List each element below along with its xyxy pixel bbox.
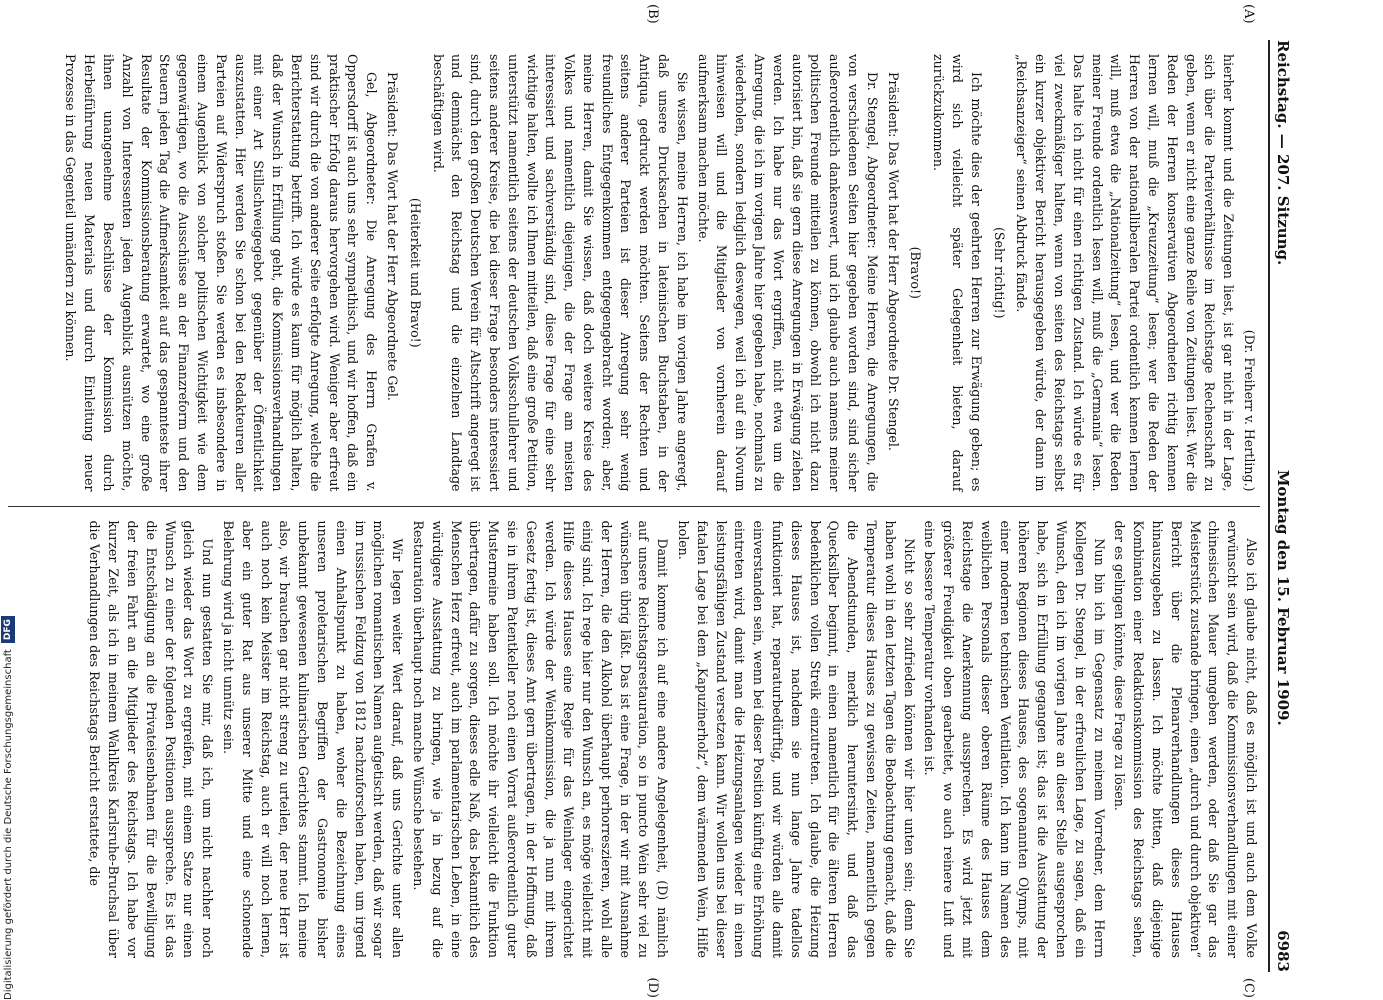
funding-credit <box>0 0 16 1000</box>
paragraph: Sie wissen, meine Herren, ich habe im vorigen Jahre angeregt, daß unsere Drucksachen in lateinischen Buchstaben, in der Antiqua, gedruckt werden möchten. Seitens der Rechten und seitens anderer Parteien ist dieser Anregung sehr wenig freundliches Entgegenkommen entgegengebracht worden; aber, meine Herren, damit Sie wissen, daß doch weitere Kreise des Volkes und namentlich diejenigen, die der Frage am meisten interessiert und sachverständig sind, diese Frage für eine sehr wichtige halten, wollte ich Ihnen mitteilen, daß eine große Petition, unterstützt namentlich seitens der deutschen Volksschullehrer und seitens anderer Kreise, die bei dieser Frage besonders interessiert sind, durch den großen Deutschen Verein für Altschrift angeregt ist und demnächst den Reichstag und die einzelnen Landtage beschäftigen wird. <box>430 54 690 492</box>
margin-marker-a: (A) <box>1241 4 1256 24</box>
interjection: (Heiterkeit und Bravo!) <box>407 197 423 348</box>
text-columns <box>8 40 1260 972</box>
dfg-logo: DFG <box>1 616 15 643</box>
interjection: (Sehr richtig!) <box>991 227 1007 319</box>
credit-text: Digitalisierung gefördert durch die Deutsche Forschungsgemeinschaft <box>2 649 14 1000</box>
paragraph: hierher kommt und die Zeitungen liest, ist gar nicht in der Lage, sich über die Parteiverhältnisse im Reichstage Rechenschaft zu geben, wenn er nicht eine ganze Reihe von Zeitungen liest. Wer die Reden der Herren konservativen Abgeordneten richtig kennen lernen will, muß die „Kreuzzeitung“ lesen; wer die Reden der Herren von der nationalliberalen Partei ordentlich kennen lernen will, muß etwa die „Nationalzeitung“ lesen, und wer die Reden meiner Freunde ordentlich lesen will, muß die „Germania“ lesen. Das halte ich nicht für einen richtigen Zustand. Ich würde es für viel zweckmäßiger halten, wenn von seiten des Reichstags selbst ein kurzer objektiver Bericht herausgegeben würde, der dann im „Reichsanzeiger“ seinen Abdruck fände. <box>1014 54 1237 492</box>
header-left: Reichstag. — 207. Sitzung. <box>1274 40 1292 266</box>
page-header <box>1268 40 1296 972</box>
paragraph: Ich möchte dies der geehrten Herren zur Erwägung geben; es wird sich vielleicht später Gelegenheit bieten, darauf zurückzukommen. <box>931 54 984 492</box>
interjection: (Bravo!) <box>908 246 924 299</box>
right-column <box>8 506 1260 973</box>
paragraph: Nicht so sehr zufrieden können wir hier unten sein; denn Sie haben wohl in den letzten Tagen die Beobachtung gemacht, daß die Temperatur dieses Hauses zu gewissen Zeiten, namentlich gegen die Abendstunden, merklich heruntersinkt, und daß das Quecksilber beginnt, in einen namentlich für die älteren Herren bedenklichen vollen Streik einzutreten. Ich glaube, die Heizung dieses Hauses ist, nachdem sie nun lange Jahre tadellos funktioniert hat, reparaturbedürftig, und wir würden alle damit einverstanden sein, wenn bei dieser Position künftig eine Erhöhung eintreten wird, damit man die Heizungsanlagen wieder in einen leistungsfähigen Zustand versetzen kann. Wir wollen uns bei dieser fatalen Lage bei dem „Kapuzinerholz“, dem wärmenden Wein, Hilfe holen. <box>676 520 917 958</box>
paragraph: Präsident: Das Wort hat der Herr Abgeordnete Gel. <box>384 72 400 401</box>
speaker-note: (Dr. Freiherr v. Hertling.) <box>1242 329 1257 492</box>
margin-marker-b: (B) <box>645 4 660 24</box>
left-column <box>8 40 1260 506</box>
header-date: Montag den 15. Februar 1909. <box>1274 469 1292 726</box>
paragraph: Gel, Abgeordneter: Die Anregung des Herrn Grafen v. Oppersdorff ist auch uns sehr sympathisch, und wir hoffen, daß ein praktischer Erfolg daraus hervorgehen wird. Weniger aber erfreut sind wir durch die von anderer Seite erfolgte Anregung, welche die Berichterstattung betrifft. Ich würde es kaum für möglich halten, daß der Wunsch in Erfüllung geht, die Kommissionsverhandlungen mit einer Art Stillschweigegebot gegenüber der Öffentlichkeit auszustatten. Hier werden Sie schon bei den Redakteuren aller Parteien auf Widerspruch stoßen. Sie werden es insbesondere in einem Augenblick von solcher politischen Wichtigkeit wie dem gegenwärtigen, wo die Ausschüsse an der Finanzreform und den Steuern jeden Tag die Aufmerksamkeit auf das gespannteste ihrer Resultate der Kommissionsberatung erwartet, wo eine große Anzahl von Interessenten jeden Augenblick ausnützen möchte, ihnen unangenehme Beschlüsse der Kommission durch Herbeiführung neuen Materials und durch Einleitung neuer Prozesse in das Gegenteil umändern zu können. <box>63 54 380 492</box>
paragraph: Wir legen weiter Wert darauf, daß uns Gerichte unter allen möglichen romantischen Namen aufgetischt werden, daß wir sogar im russischen Feldzug von 1812 nachzuforschen haben, um irgend einen Anhaltspunkt zu haben, woher die Bezeichnung eines unseren proletarischen Begriffen der Gastronomie bisher unbekannt gewesenen kulinarischen Gerichtes stammt. Ich meine also, wir brauchen gar nicht streng zu urteilen, der neue Herr ist auch noch kein Meister im Reichstag, auch er will noch lernen, aber ein guter Rat aus unserer Mitte und eine schonende Belehrung wird ja nicht unnütz sein. <box>220 520 406 958</box>
paragraph: Nun bin ich im Gegensatz zu meinem Vorredner, dem Herrn Kollegen Dr. Stengel, in der erfreulichen Lage, zu sagen, daß ein Wunsch, den ich im vorigen Jahre an dieser Stelle ausgesprochen habe, sich in Erfüllung gegangen ist; das ist die Ausstattung der höheren Regionen dieses Hauses, des sogenannten Olymps, mit einer modernen technischen Ventilation. Ich kann im Namen des weiblichen Personals dieser oberen Räume des Hauses dem Reichstage die Anerkennung aussprechen. Es wird jetzt mit größerer Freudigkeit oben gearbeitet, wo auch reinere Luft und eine bessere Temperatur vorhanden ist. <box>922 520 1107 958</box>
paragraph: Damit komme ich auf eine andere Angelegenheit, (D) nämlich auf unsere Reichstagsrestauration, so in puncto Wein sehr viel zu wünschen übrig läßt. Das ist eine Frage, in der wir mit Ausnahme der Herren, die den Alkohol überhaupt perhorreszieren, wohl alle einig sind. Ich rege hier nur den Wunsch an, es möge vielleicht mit Hilfe dieses Hauses eine Regie für das Weinlager eingerichtet werden. Ich würde der Weinkommission, die ja nun mit ihrem Gesetz fertig ist, dieses Amt gern übertragen, in der Hoffnung, daß sie in ihrem Patentkeller noch einen Vorrat außerordentlich guter Mustermeine haben soll. Ich möchte ihr vielleicht die Funktion übertragen, dafür zu sorgen, dieses edle Naß, das bekanntlich des Menschen Herz erfreut, auch im parlamentarischen Leben, in eine würdigere Ausstattung zu bringen, wie ja in bezug auf die Restauration überhaupt noch manche Wünsche bestehen. <box>410 520 671 958</box>
margin-marker-c: (C) <box>1241 977 1256 998</box>
paragraph: Präsident: Das Wort hat der Herr Abgeordnete Dr. Stengel. <box>885 72 901 451</box>
paragraph: Und nun gestatten Sie mir, daß ich, um nicht nachher noch gleich wieder das Wort zu ergreifen, mit einem Satze nur einen Wunsch zu einer der folgenden Positionen ausspreche. Es ist das die Entschädigung an die Privateisenbahnen für die Bewilligung der freien Fahrt an die Mitglieder des Reichstags. Ich habe vor kurzer Zeit, als ich in meinem Wahlkreis Karlsruhe-Bruchsal über die Verhandlungen des Reichstags Bericht erstattete, die <box>87 520 216 958</box>
page-number: 6983 <box>1274 930 1292 972</box>
paragraph: Also ich glaube nicht, daß es möglich ist und auch dem Volke erwünscht sein wird, daß die Kommissionsverhandlungen mit einer chinesischen Mauer umgeben werden, oder daß Sie gar das Meisterstück zustande bringen, einen „durch und durch objektiven“ Bericht über die Plenarverhandlungen dieses Hauses hinauszugeben zu lassen. Ich möchte bitten, daß diejenige Kombination einer Redaktionskommission des Reichstags sehen, der es gelingen könnte, diese Frage zu lösen. <box>1112 520 1259 958</box>
paragraph: Dr. Stengel, Abgeordneter: Meine Herren, die Anregungen, die von verschiedenen Seiten hier gegeben worden sind, sind sicher außerordentlich dankenswert, und ich glaube auch namens meiner politischen Freunde mitteilen zu können, obwohl ich nicht dazu autorisiert bin, daß sie gern diese Anregungen in Erwägung ziehen werden. Ich habe nur das Wort ergriffen, nicht etwa um die Anregung, die ich im vorigen Jahre hier gegeben habe, nochmals zu wiederholen, sondern lediglich deswegen, weil ich auf ein Novum hinweisen will und die Mitglieder von vornherein darauf aufmerksam machen möchte. <box>695 54 880 492</box>
margin-marker-d: (D) <box>645 977 660 998</box>
